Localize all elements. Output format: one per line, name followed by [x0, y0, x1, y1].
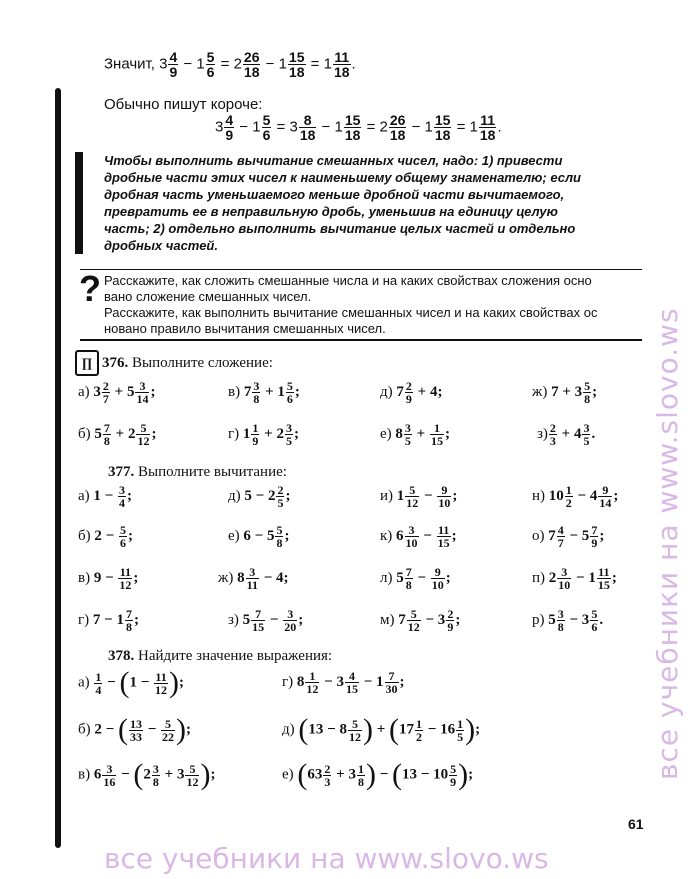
ex377-m: м) 7 $\frac{5}{12}$ − 3 $\frac{2}{9}$ ;	[380, 607, 461, 634]
rule-line: дробные части этих чисел к наименьшему общему знаменателю; если	[104, 170, 582, 185]
question-line: Расскажите, как сложить смешанные числа и на каких свойствах сложения осно	[104, 273, 592, 288]
ex377-k: к) 6 $\frac{3}{10}$ − $\frac{11}{15}$ ;	[380, 523, 457, 550]
rule-line: превратить ее в неправильную дробь, уменьшив на единицу целую	[104, 204, 558, 219]
exercise-376-title: 376. Выполните сложение:	[102, 355, 273, 371]
ex377-p: п) 2 $\frac{3}{10}$ − 1 $\frac{11}{15}$ ;	[532, 565, 617, 592]
ex376-e: е) 8 $\frac{3}{5}$ + $\frac{1}{15}$ ;	[380, 421, 450, 448]
ex378-b: б) 2 − ( $\frac{13}{33}$ − $\frac{5}{22}$ );	[78, 713, 192, 746]
exercise-378-title: 378. Найдите значение выражения:	[108, 648, 333, 664]
znachit-text: Значит, 3	[104, 55, 168, 73]
ex378-d: д) (13 − 8 $\frac{5}{12}$ ) + (17 $\frac{1}{2}$ − 16 $\frac{1}{5}$ );	[282, 713, 481, 746]
ex377-g: г) 7 − 1 $\frac{7}{8}$ ;	[78, 607, 139, 634]
ex377-i: и) 1 $\frac{5}{12}$ − $\frac{9}{10}$ ;	[380, 483, 458, 510]
question-mark-icon: ?	[79, 268, 101, 309]
question-bottom-rule	[80, 339, 642, 341]
ex376-a: а) 3 $\frac{2}{7}$ + 5 $\frac{3}{14}$ ;	[78, 379, 156, 406]
ex376-zh: ж) 7 + 3 $\frac{5}{8}$ ;	[532, 379, 598, 406]
ex377-l: л) 5 $\frac{7}{8}$ − $\frac{9}{10}$ ;	[380, 565, 451, 592]
rule-block	[104, 152, 644, 254]
ex377-d: д) 5 − 2 $\frac{2}{5}$ ;	[228, 483, 291, 510]
rule-line: дробных частей.	[104, 238, 218, 253]
ex376-d: д) 7 $\frac{2}{9}$ + 4;	[380, 379, 443, 406]
question-line: Расскажите, как выполнить вычитание смешанных чисел и на каких свойствах ос	[104, 305, 598, 320]
ex377-v: в) 9 − $\frac{11}{12}$ ;	[78, 565, 139, 592]
question-line: вано сложение смешанных чисел.	[104, 289, 312, 304]
example-line-2: 3 $\frac{4}{9}$ − 1 $\frac{5}{6}$ = 3 $\frac{8}{18}$ − 1 $\frac{15}{18}$ = 2 $\frac{26}{18}$ − 1 $\frac{15}{18}$ = 1 $\frac{11}{18}$ .	[215, 112, 502, 143]
ex377-a: а) 1 − $\frac{3}{4}$ ;	[78, 483, 132, 510]
question-line: новано правило вычитания смешанных чисел.	[104, 321, 386, 336]
ex376-g: г) 1 $\frac{1}{9}$ + 2 $\frac{3}{5}$ ;	[228, 421, 299, 448]
ex376-v: в) 7 $\frac{3}{8}$ + 1 $\frac{5}{6}$ ;	[228, 379, 300, 406]
ex377-zh: ж) 8 $\frac{3}{11}$ − 4;	[218, 565, 289, 592]
ex378-v: в) 6 $\frac{3}{16}$ − (2 $\frac{3}{8}$ + 3 $\frac{5}{12}$ );	[78, 758, 216, 791]
ex378-a: а) $\frac{1}{4}$ − (1 − $\frac{11}{12}$ );	[78, 666, 185, 699]
ex377-z: з) 5 $\frac{7}{15}$ − $\frac{3}{20}$ ;	[228, 607, 304, 634]
ex377-e: е) 6 − 5 $\frac{5}{8}$ ;	[228, 523, 290, 550]
obychno-text: Обычно пишут короче:	[104, 96, 263, 113]
question-top-rule	[80, 269, 642, 270]
exercise-icon: ∏	[75, 350, 99, 376]
ex376-z: з) $\frac{2}{3}$ + 4 $\frac{3}{5}$ .	[537, 421, 596, 448]
watermark-vertical: все учебники на www.slovo.ws	[651, 307, 684, 780]
ex377-b: б) 2 − $\frac{5}{6}$ ;	[78, 523, 133, 550]
ex377-r: р) 5 $\frac{3}{8}$ − 3 $\frac{5}{6}$ .	[532, 607, 604, 634]
ex377-o: о) 7 $\frac{4}{7}$ − 5 $\frac{7}{9}$ ;	[532, 523, 605, 550]
example-line-1: Значит, 3 $\frac{4}{9}$ − 1 $\frac{5}{6}$ = 2 $\frac{26}{18}$ − 1 $\frac{15}{18}$ = 1 $\frac{11}{18}$ .	[104, 49, 356, 80]
question-block	[104, 273, 644, 337]
rule-line: дробная часть уменьшаемого меньше дробной части вычитаемого,	[104, 187, 565, 202]
page-number: 61	[628, 816, 644, 832]
rule-line: Чтобы выполнить вычитание смешанных чисел, надо: 1) привести	[104, 153, 563, 168]
exercise-377-title: 377. Выполните вычитание:	[108, 464, 287, 480]
rule-bar	[75, 152, 83, 254]
watermark-bottom: все учебники на www.slovo.ws	[104, 842, 549, 875]
ex377-n: н) 10 $\frac{1}{2}$ − 4 $\frac{9}{14}$ ;	[532, 483, 619, 510]
ex378-g: г) 8 $\frac{1}{12}$ − 3 $\frac{4}{15}$ − 1 $\frac{7}{30}$ ;	[282, 669, 405, 696]
margin-bar	[55, 88, 61, 848]
ex378-e: е) (63 $\frac{2}{3}$ + 3 $\frac{1}{8}$ ) − (13 − 10 $\frac{5}{9}$ );	[282, 758, 474, 791]
ex376-b: б) 5 $\frac{7}{8}$ + 2 $\frac{5}{12}$ ;	[78, 421, 157, 448]
rule-line: часть; 2) отдельно выполнить вычитание целых частей и отдельно	[104, 221, 576, 236]
